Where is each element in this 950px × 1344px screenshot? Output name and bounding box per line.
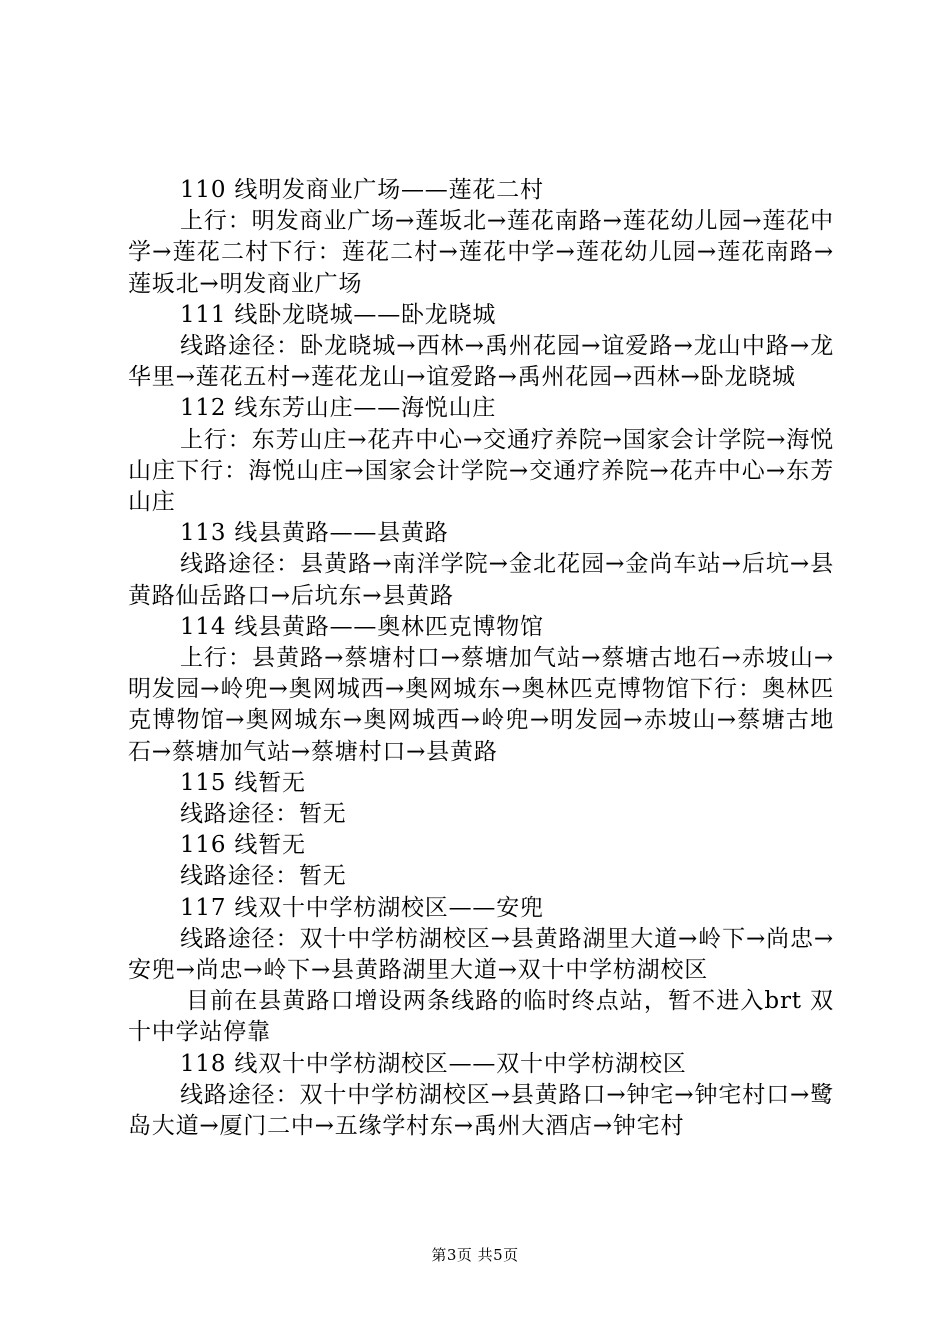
route-description-113: 线路途径：县黄路→南洋学院→金北花园→金尚车站→后坑→县黄路仙岳路口→后坑东→县黄路 — [128, 551, 834, 609]
page-number-footer: 第3页 共5页 — [431, 1246, 519, 1264]
route-description-116: 线路途径：暂无 — [180, 863, 347, 890]
route-heading-111: 111 线卧龙晓城——卧龙晓城 — [180, 301, 497, 328]
terminal-note: 目前在县黄路口增设两条线路的临时终点站，暂不进入brt 双十中学站停靠 — [128, 988, 834, 1046]
route-heading-115: 115 线暂无 — [180, 769, 306, 796]
route-heading-110: 110 线明发商业广场——莲花二村 — [180, 177, 544, 203]
route-description-110: 上行：明发商业广场→莲坂北→莲花南路→莲花幼儿园→莲花中学→莲花二村下行：莲花二村→莲花中学→莲花幼儿园→莲花南路→莲坂北→明发商业广场 — [128, 208, 834, 297]
document-body — [128, 175, 834, 1142]
route-heading-118: 118 线双十中学枋湖校区——双十中学枋湖校区 — [180, 1050, 687, 1077]
route-description-112: 上行：东芳山庄→花卉中心→交通疗养院→国家会计学院→海悦山庄下行：海悦山庄→国家会计学院→交通疗养院→花卉中心→东芳山庄 — [128, 426, 834, 516]
route-heading-116: 116 线暂无 — [180, 832, 306, 859]
route-description-111: 线路途径：卧龙晓城→西林→禹州花园→谊爱路→龙山中路→龙华里→莲花五村→莲花龙山→谊爱路→禹州花园→西林→卧龙晓城 — [128, 333, 834, 391]
route-heading-117: 117 线双十中学枋湖校区——安兜 — [180, 894, 544, 921]
route-description-114: 上行：县黄路→蔡塘村口→蔡塘加气站→蔡塘古地石→赤坡山→明发园→岭兜→奥网城西→奥网城东→奥林匹克博物馆下行：奥林匹克博物馆→奥网城东→奥网城西→岭兜→明发园→赤坡山→蔡塘古地石→蔡塘加气站→蔡塘村口→县黄路 — [128, 645, 834, 765]
route-description-115: 线路途径：暂无 — [180, 801, 347, 828]
route-heading-114: 114 线县黄路——奥林匹克博物馆 — [180, 613, 544, 640]
route-description-117: 线路途径：双十中学枋湖校区→县黄路湖里大道→岭下→尚忠→安兜→尚忠→岭下→县黄路湖里大道→双十中学枋湖校区 — [128, 925, 834, 984]
route-heading-112: 112 线东芳山庄——海悦山庄 — [180, 395, 497, 422]
route-heading-113: 113 线县黄路——县黄路 — [180, 520, 449, 547]
route-description-118: 线路途径：双十中学枋湖校区→县黄路口→钟宅→钟宅村口→鹭岛大道→厦门二中→五缘学村东→禹州大酒店→钟宅村 — [128, 1081, 834, 1140]
